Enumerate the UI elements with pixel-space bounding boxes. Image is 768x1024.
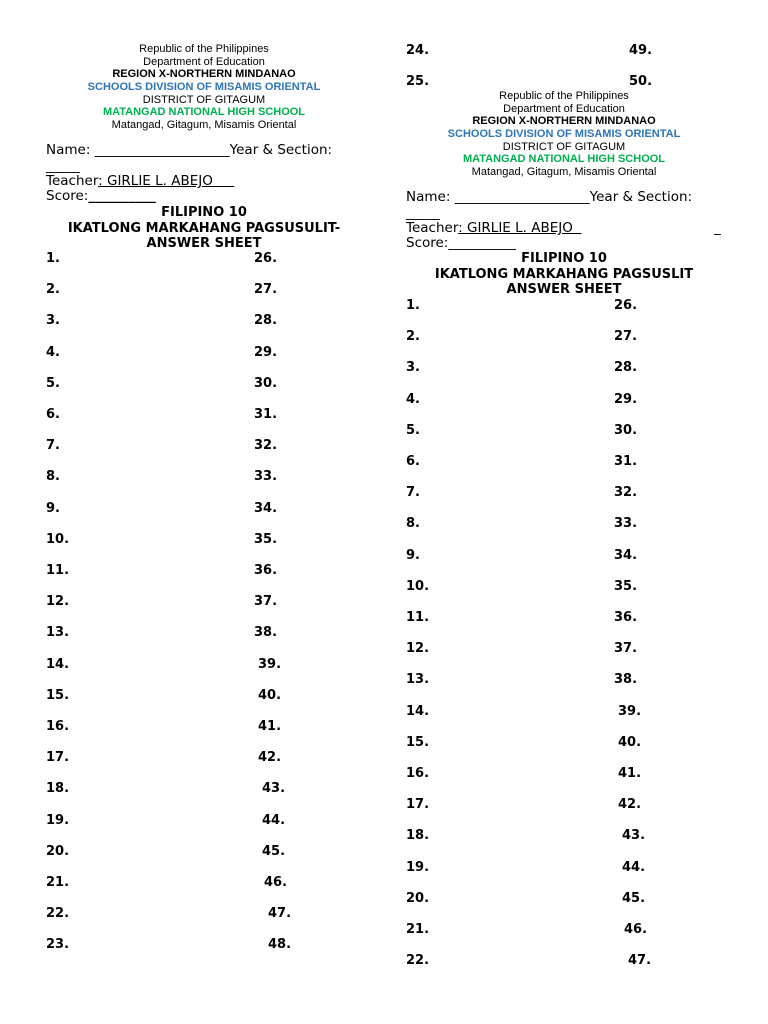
answer-item: 43.: [622, 828, 646, 844]
answer-item: 32.: [254, 438, 278, 454]
answer-item: 3.: [46, 313, 60, 329]
answer-item: 42.: [618, 797, 642, 813]
answer-item: 30.: [254, 375, 278, 391]
header-republic: Republic of the Philippines: [139, 43, 269, 55]
school-header-right: [428, 90, 700, 179]
header-address: Matangad, Gitagum, Misamis Oriental: [471, 166, 657, 179]
section-blank-right: _____: [406, 205, 440, 221]
answer-item: 2.: [46, 282, 60, 298]
answer-item: 4.: [406, 391, 420, 407]
answer-item: 46.: [264, 875, 288, 890]
answer-item: 1.: [46, 251, 60, 266]
teacher-name-right: : GIRLIE L. ABEJO: [458, 220, 582, 236]
answer-item: 46.: [624, 922, 648, 937]
answer-item: 27.: [614, 329, 638, 345]
answer-item: 39.: [618, 703, 642, 719]
answer-item: 34.: [254, 500, 278, 516]
answer-item: 6.: [46, 407, 60, 422]
header-department: Department of Education: [143, 55, 265, 68]
answer-item: 45.: [262, 843, 286, 859]
answer-item: 12.: [46, 594, 70, 610]
answer-item: 35.: [614, 578, 638, 594]
teacher-label-right: Teacher: [406, 220, 459, 236]
answer-item: 1.: [406, 298, 420, 313]
answer-item: 41.: [618, 766, 642, 781]
answer-item: 13.: [406, 672, 430, 688]
score-label-right: Score:: [406, 235, 449, 251]
subject-title-right: FILIPINO 10: [521, 251, 607, 266]
answer-item: 11.: [46, 563, 70, 578]
answer-item: 50.: [629, 74, 653, 89]
exam-title-right: IKATLONG MARKAHANG PAGSUSLIT: [434, 266, 694, 282]
answer-item: 7.: [46, 438, 60, 454]
header-school: MATANGAD NATIONAL HIGH SCHOOL: [462, 153, 666, 166]
answer-item: 5.: [406, 422, 420, 438]
answer-item: 19.: [46, 812, 70, 828]
answer-item: 12.: [406, 641, 430, 657]
answer-item: 47.: [268, 906, 292, 922]
answer-item: 37.: [254, 594, 278, 610]
answer-item: 30.: [614, 422, 638, 438]
header-division: SCHOOLS DIVISION OF MISAMIS ORIENTAL: [87, 81, 321, 94]
answer-item: 8.: [406, 516, 420, 532]
teacher-trail-right: _: [714, 220, 721, 236]
header-school: MATANGAD NATIONAL HIGH SCHOOL: [102, 106, 306, 119]
answer-item: 17.: [406, 797, 430, 813]
header-division: SCHOOLS DIVISION OF MISAMIS ORIENTAL: [447, 128, 681, 141]
answer-item: 28.: [254, 313, 278, 329]
answer-item: 20.: [406, 890, 430, 906]
answer-item: 40.: [618, 734, 642, 750]
exam-title-left: IKATLONG MARKAHANG PAGSUSULIT-: [67, 220, 341, 236]
answer-item: 13.: [46, 625, 70, 641]
subject-title-left: FILIPINO 10: [161, 205, 247, 220]
answer-item: 20.: [46, 843, 70, 859]
answer-item: 36.: [614, 610, 638, 625]
teacher-field-right: [406, 220, 581, 236]
answer-item: 8.: [46, 469, 60, 485]
header-address: Matangad, Gitagum, Misamis Oriental: [111, 119, 297, 132]
header-region: REGION X-NORTHERN MINDANAO: [112, 68, 296, 81]
answer-item: 16.: [46, 719, 70, 734]
answer-item: 25.: [406, 74, 430, 89]
header-district: DISTRICT OF GITAGUM: [142, 93, 266, 106]
answer-item: 10.: [406, 578, 430, 594]
answer-item: 17.: [46, 750, 70, 766]
answer-item: 18.: [406, 828, 430, 844]
answer-item: 34.: [614, 547, 638, 563]
answer-item: 29.: [614, 391, 638, 407]
title-block-right: [400, 251, 728, 298]
answer-item: 44.: [262, 812, 286, 828]
answer-item: 31.: [254, 407, 278, 422]
score-field-left: [46, 188, 156, 204]
answer-item: 37.: [614, 641, 638, 657]
answer-item: 47.: [628, 953, 652, 969]
answer-item: 14.: [406, 703, 430, 719]
answer-item: 41.: [258, 719, 282, 734]
answer-item: 31.: [614, 454, 638, 469]
answer-item: 26.: [254, 251, 278, 266]
section-blank-left: _____: [46, 158, 80, 174]
teacher-name-left: : GIRLIE L. ABEJO: [98, 173, 235, 189]
header-republic: Republic of the Philippines: [499, 90, 629, 102]
answer-item: 24.: [406, 43, 430, 58]
score-blank-right: __________: [448, 235, 516, 251]
sheet-title-right: ANSWER SHEET: [506, 282, 622, 297]
answer-item: 49.: [629, 43, 653, 58]
answer-item: 48.: [268, 937, 292, 953]
score-field-right: [406, 235, 516, 251]
name-field-right: Name: ____________________Year & Section:: [406, 189, 693, 205]
answer-item: 10.: [46, 531, 70, 547]
answer-item: 28.: [614, 360, 638, 376]
answer-item: 2.: [406, 329, 420, 345]
answer-item: 9.: [406, 547, 420, 563]
answer-item: 18.: [46, 781, 70, 797]
answer-item: 29.: [254, 344, 278, 360]
teacher-label-left: Teacher: [46, 173, 99, 189]
answer-item: 3.: [406, 360, 420, 376]
answer-item: 9.: [46, 500, 60, 516]
answer-item: 21.: [406, 922, 430, 937]
answer-item: 39.: [258, 656, 282, 672]
answer-item: 23.: [46, 937, 70, 953]
answer-item: 5.: [46, 375, 60, 391]
score-label-left: Score:: [46, 188, 89, 204]
answer-item: 16.: [406, 766, 430, 781]
answer-item: 6.: [406, 454, 420, 469]
answer-item: 7.: [406, 485, 420, 501]
answer-item: 38.: [254, 625, 278, 641]
answer-item: 21.: [46, 875, 70, 890]
answer-item: 35.: [254, 531, 278, 547]
answer-item: 43.: [262, 781, 286, 797]
answer-item: 14.: [46, 656, 70, 672]
name-field-left: Name: ____________________Year & Section:: [46, 142, 333, 158]
answer-item: 26.: [614, 298, 638, 313]
answer-item: 33.: [254, 469, 278, 485]
answer-item: 15.: [46, 687, 70, 703]
answer-item: 36.: [254, 563, 278, 578]
answer-item: 38.: [614, 672, 638, 688]
answer-item: 45.: [622, 890, 646, 906]
answer-item: 27.: [254, 282, 278, 298]
score-blank-left: __________: [88, 188, 156, 204]
answer-item: 44.: [622, 859, 646, 875]
answer-item: 32.: [614, 485, 638, 501]
school-header-left: [68, 43, 340, 132]
header-district: DISTRICT OF GITAGUM: [502, 140, 626, 153]
header-department: Department of Education: [503, 102, 625, 115]
answer-item: 4.: [46, 344, 60, 360]
sheet-title-left: ANSWER SHEET: [146, 236, 262, 251]
teacher-field-left: [46, 173, 234, 189]
answer-item: 40.: [258, 687, 282, 703]
answer-item: 22.: [46, 906, 70, 922]
title-block-left: [40, 205, 368, 252]
answer-item: 22.: [406, 953, 430, 969]
answer-item: 11.: [406, 610, 430, 625]
header-region: REGION X-NORTHERN MINDANAO: [472, 115, 656, 128]
answer-item: 15.: [406, 734, 430, 750]
answer-item: 42.: [258, 750, 282, 766]
answer-item: 33.: [614, 516, 638, 532]
answer-item: 19.: [406, 859, 430, 875]
